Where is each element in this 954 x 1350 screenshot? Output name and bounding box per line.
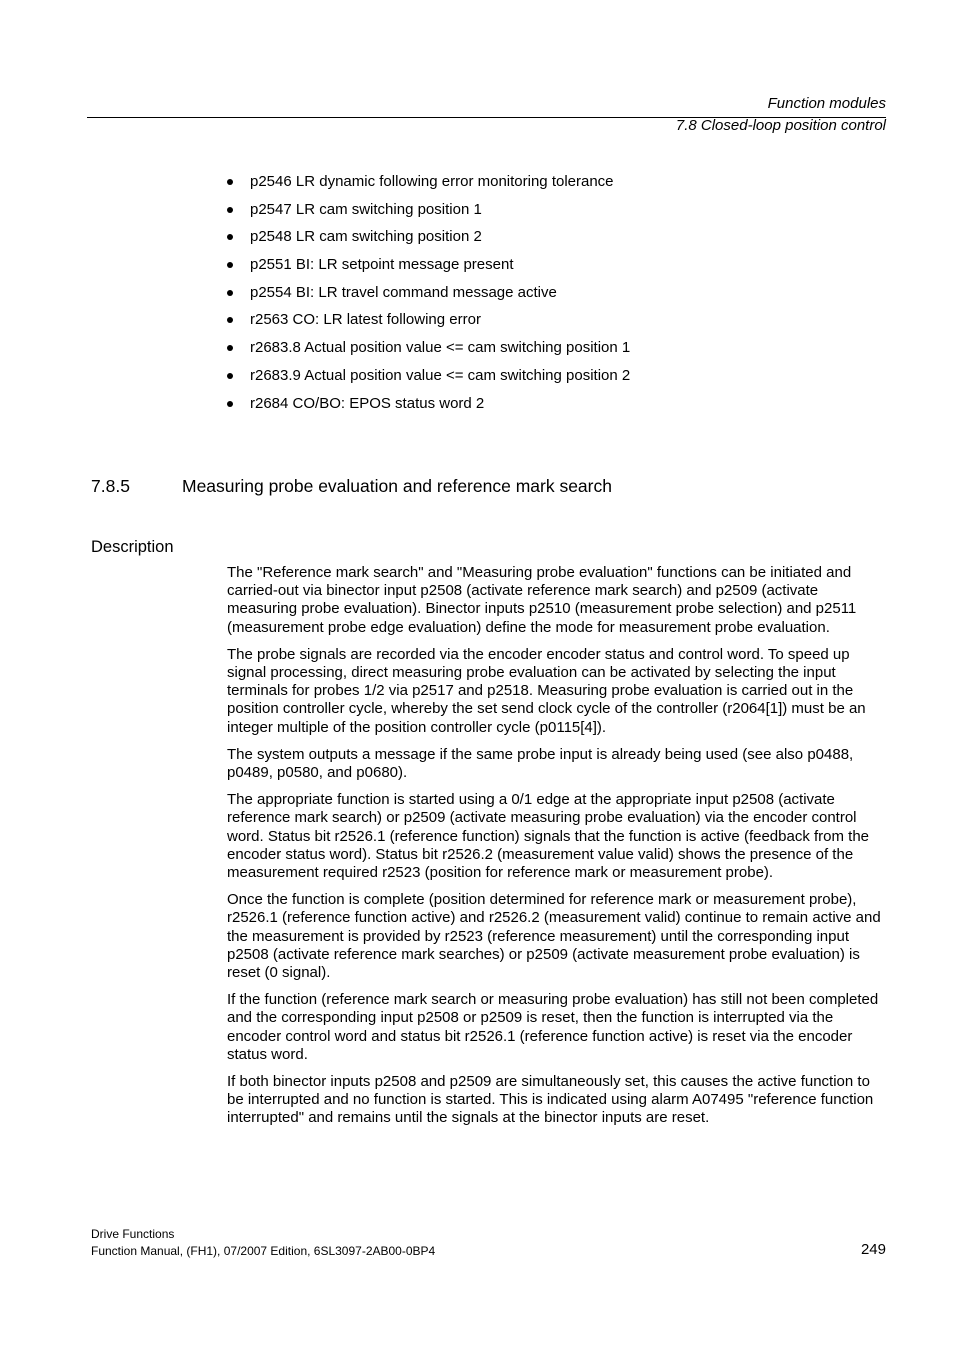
description-body <box>227 564 889 1137</box>
paragraph: If the function (reference mark search or measuring probe evaluation) has still not been completed and the corresponding input p2508 or p2509 is reset, then the function is interrupted via the encoder control word and status bit r2526.1 (reference function active) is reset via the encoder status word. <box>227 991 879 1063</box>
bullet-icon <box>227 317 233 323</box>
bullet-icon <box>227 345 233 351</box>
section-title: Measuring probe evaluation and reference mark search <box>182 476 612 496</box>
bullet-icon <box>227 262 233 268</box>
paragraph: The appropriate function is started using a 0/1 edge at the appropriate input p2508 (activate reference mark search) or p2509 (activate measuring probe evaluation) via the encoder control word. Status bit r2526.1 (reference function) signals that the function is active (feedback from the encoder status word). Status bit r2526.2 (measurement value valid) shows the presence of the measurement required r2523 (position for reference mark or measurement probe). <box>227 791 870 882</box>
list-item <box>227 338 630 366</box>
section-number: 7.8.5 <box>91 476 130 496</box>
paragraph: The system outputs a message if the same probe input is already being used (see also p0488, p0489, p0580, and p0680). <box>227 745 854 782</box>
header-chapter: Function modules <box>767 95 886 112</box>
header-section: 7.8 Closed-loop position control <box>675 117 886 134</box>
description-heading: Description <box>91 538 174 556</box>
list-item <box>227 310 630 338</box>
bullet-icon <box>227 207 233 213</box>
page-number: 249 <box>860 1241 886 1258</box>
bullet-icon <box>227 290 233 296</box>
list-item-text: r2683.9 Actual position value <= cam switching position 2 <box>250 366 631 384</box>
list-item-text: r2684 CO/BO: EPOS status word 2 <box>250 394 485 412</box>
list-item <box>227 227 630 255</box>
list-item-text: p2551 BI: LR setpoint message present <box>250 256 514 274</box>
bullet-icon <box>227 179 233 185</box>
paragraph: If both binector inputs p2508 and p2509 are simultaneously set, this causes the active function to be interrupted and no function is started. This is indicated using alarm A07495 "reference function interrupted" and remains until the signals at the binector inputs are reset. <box>227 1073 874 1127</box>
list-item <box>227 366 630 394</box>
paragraph: The "Reference mark search" and "Measuring probe evaluation" functions can be initiated and carried-out via binector input p2508 (activate reference mark search) and p2509 (activate measuring probe evaluation). Binector inputs p2510 (measurement probe selection) and p2511 (measurement probe edge evaluation) define the mode for measurement probe evaluation. <box>227 564 857 636</box>
bullet-icon <box>227 401 233 407</box>
list-item <box>227 172 630 200</box>
list-item-text: p2546 LR dynamic following error monitoring tolerance <box>250 173 614 190</box>
paragraph: The probe signals are recorded via the encoder encoder status and control word. To speed up signal processing, direct measuring probe evaluation can be activated by selecting the input terminals for probes 1/2 via p2517 and p2518. Measuring probe evaluation is carried out in the position controller cycle, whereby the set send clock cycle of the controller (r2064[1]) must be an integer multiple of the position controller cycle (p0115[4]). <box>227 645 866 736</box>
list-item-text: p2547 LR cam switching position 1 <box>250 200 482 218</box>
parameter-list <box>227 172 630 421</box>
bullet-icon <box>227 373 233 379</box>
bullet-icon <box>227 234 233 240</box>
footer-title: Drive Functions <box>91 1227 175 1241</box>
list-item <box>227 255 630 283</box>
list-item <box>227 394 630 422</box>
list-item-text: p2548 LR cam switching position 2 <box>250 228 482 246</box>
footer-edition: Function Manual, (FH1), 07/2007 Edition, 6SL3097-2AB00-0BP4 <box>91 1244 436 1258</box>
list-item <box>227 200 630 228</box>
list-item <box>227 283 630 311</box>
list-item-text: r2683.8 Actual position value <= cam switching position 1 <box>250 339 631 357</box>
list-item-text: p2554 BI: LR travel command message active <box>250 283 557 301</box>
list-item-text: r2563 CO: LR latest following error <box>250 311 481 329</box>
paragraph: Once the function is complete (position determined for reference mark or measurement probe), r2526.1 (reference function active) and r2526.2 (measurement valid) continue to remain active and the measurement is provided by r2523 (reference measurement) until the corresponding input p2508 (activate reference mark searches) or p2509 (activate measurement probe evaluation) is reset (0 signal). <box>227 891 881 982</box>
